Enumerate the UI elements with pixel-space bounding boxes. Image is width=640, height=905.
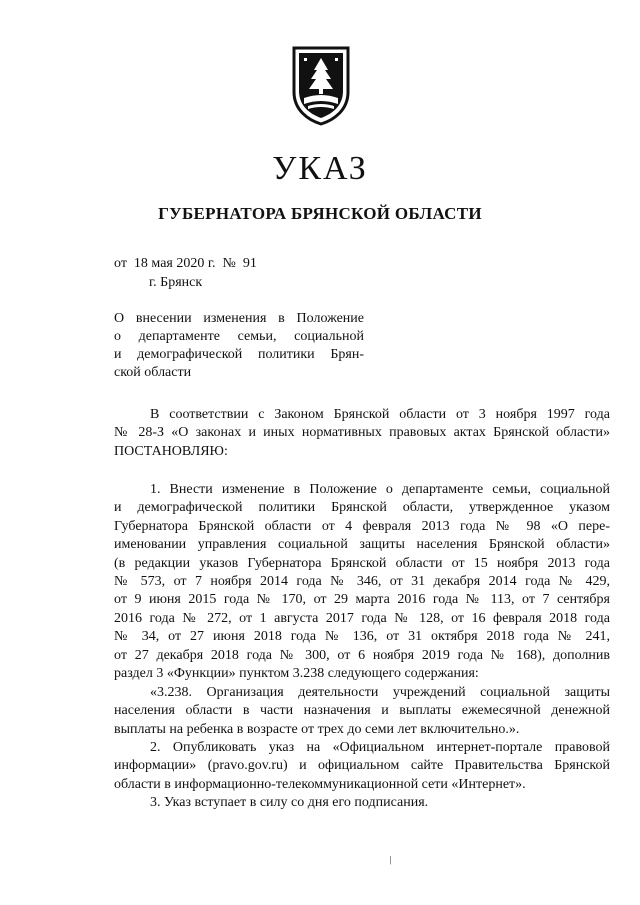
document-title: УКАЗ — [272, 150, 368, 187]
city-line: г. Брянск — [149, 275, 203, 290]
text-line: Губернатора Брянской области от 4 февраля 2013 года № 98 «О пере- — [114, 518, 610, 534]
subject-line: ской области — [114, 365, 192, 380]
text-line: от 27 декабря 2018 года № 300, от 6 ноября 2019 года № 168), дополнив — [114, 647, 610, 663]
text-line: и демографической политики Брянской области, утвержденное указом — [114, 500, 610, 516]
text-line: № 34, от 27 июня 2018 года № 136, от 31 октября 2018 года № 241, — [114, 629, 610, 645]
subject-line: и демографической политики Брян- — [114, 347, 364, 362]
quoted-amendment — [114, 684, 610, 739]
text-line: (в редакции указов Губернатора Брянской области от 15 ноября 2013 года — [114, 555, 610, 571]
text-line: населения области в части назначения и выплаты ежемесячной денежной — [114, 703, 610, 719]
subject-heading — [114, 310, 364, 382]
text-line: информации» (pravo.gov.ru) и официальном сайте Правительства Брянской — [114, 758, 610, 774]
text-line: 3. Указ вступает в силу со дня его подписания. — [150, 795, 429, 810]
text-line: именовании управления социальной защиты населения Брянской области» — [114, 537, 610, 553]
item-3-paragraph — [114, 794, 610, 812]
text-line: 2. Опубликовать указ на «Официальном интернет-портале правовой — [150, 740, 610, 755]
subject-line: О внесении изменения в Положение — [114, 311, 364, 326]
text-line: выплаты на ребенка в возрасте от трех до семи лет включительно.». — [114, 721, 520, 737]
text-line: № 28-З «О законах и иных нормативных правовых актах Брянской области» — [114, 425, 610, 441]
text-line: «3.238. Организация деятельности учреждений социальной защиты — [150, 685, 610, 700]
text-line: области в информационно-телекоммуникационной сети «Интернет». — [114, 776, 526, 792]
subject-line: о департаменте семьи, социальной — [114, 329, 364, 344]
coat-of-arms-emblem — [290, 44, 352, 126]
pen-mark: / — [386, 852, 395, 868]
document-issuer: ГУБЕРНАТОРА БРЯНСКОЙ ОБЛАСТИ — [158, 204, 482, 223]
text-line: № 573, от 7 ноября 2014 года № 346, от 31 декабря 2014 года № 429, — [114, 574, 610, 590]
preamble-paragraph — [114, 406, 610, 461]
text-line: 1. Внести изменение в Положение о департаменте семьи, социальной — [150, 482, 610, 497]
text-line: 2016 года № 272, от 1 августа 2017 года № 128, от 16 февраля 2018 года — [114, 610, 610, 626]
text-line: ПОСТАНОВЛЯЮ: — [114, 443, 228, 459]
text-line: В соответствии с Законом Брянской области от 3 ноября 1997 года — [150, 407, 610, 422]
text-line: от 9 июня 2015 года № 170, от 29 марта 2016 года № 113, от 7 сентября — [114, 592, 610, 608]
text-line: раздел 3 «Функции» пунктом 3.238 следующего содержания: — [114, 666, 479, 682]
date-number-line: от 18 мая 2020 г. № 91 — [114, 256, 257, 271]
item-2-paragraph — [114, 739, 610, 794]
item-1-paragraph — [114, 481, 610, 683]
